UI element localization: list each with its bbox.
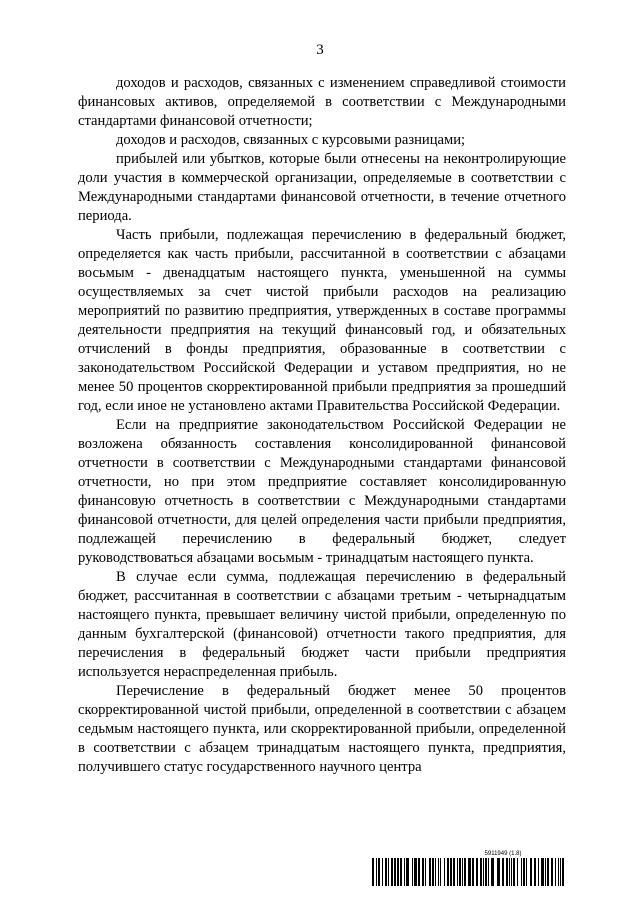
- barcode-bar: [468, 858, 471, 886]
- barcode-bar: [488, 858, 489, 886]
- barcode-bar: [444, 858, 445, 886]
- barcode-bar: [480, 858, 482, 886]
- document-code: 5911949 (1.8): [484, 851, 522, 857]
- paragraph: прибылей или убытков, которые были отнесены на неконтролирующие доли участия в коммерческой организации, определяемые в соответствии с Международными стандартами финансовой отчетности, в течение отчетного периода.: [78, 151, 566, 224]
- barcode: [372, 858, 566, 886]
- barcode-bar: [517, 858, 518, 886]
- barcode-bar: [391, 858, 393, 886]
- barcode-bar: [397, 858, 399, 886]
- barcode-bar: [438, 858, 439, 886]
- barcode-bar: [372, 858, 374, 886]
- barcode-bar: [521, 858, 522, 886]
- barcode-bar: [506, 858, 508, 886]
- barcode-bar: [523, 858, 525, 886]
- barcode-bar: [453, 858, 455, 886]
- barcode-bar: [534, 858, 536, 886]
- barcode-bar: [429, 858, 431, 886]
- barcode-bar: [376, 858, 377, 886]
- barcode-bar: [414, 858, 417, 886]
- barcode-bar: [394, 858, 396, 886]
- barcode-bar: [464, 858, 466, 886]
- page-number: 3: [316, 42, 324, 58]
- barcode-bar: [497, 858, 500, 886]
- paragraph: В случае если сумма, подлежащая перечислению в федеральный бюджет, рассчитанная в соответствии с абзацами третьим - четырнадцатым настоящего пункта, превышает величину чистой прибыли, определенную по данным бухгалтерской (финансовой) отчетности такого предприятия, для перечисления в федеральный бюджет части прибыли предприятия используется нераспределенная прибыль.: [78, 569, 566, 680]
- barcode-bar: [435, 858, 436, 886]
- barcode-bar: [491, 858, 494, 886]
- paragraph: доходов и расходов, связанных с курсовыми разницами;: [116, 132, 466, 148]
- paragraph: доходов и расходов, связанных с изменением справедливой стоимости финансовых активов, определяемой в соответствии с Международными стандартами финансовой отчетности;: [78, 75, 566, 129]
- barcode-bar: [450, 858, 452, 886]
- barcode-bar: [530, 858, 532, 886]
- barcode-bar: [476, 858, 478, 886]
- barcode-bar: [432, 858, 434, 886]
- barcode-bar: [511, 858, 512, 886]
- paragraph: Если на предприятие законодательством Российской Федерации не возложена обязанность составления консолидированной финансовой отчетности в соответствии с Международными стандартами финансовой отчетности, но при этом предприятие составляет консолидированную финансовую отчетность в соответствии с Международными стандартами финансовой отчетности, для целей определения части прибыли предприятия, подлежащей перечислению в федеральный бюджет, следует руководствоваться абзацами восьмым - тринадцатым настоящего пункта.: [78, 417, 566, 566]
- barcode-bar: [462, 858, 463, 886]
- barcode-bar: [502, 858, 504, 886]
- barcode-bar: [513, 858, 515, 886]
- barcode-bar: [538, 858, 539, 886]
- barcode-bar: [483, 858, 484, 886]
- barcode-bar: [447, 858, 449, 886]
- barcode-bar: [378, 858, 380, 886]
- barcode-bar: [509, 858, 510, 886]
- barcode-bar: [545, 858, 546, 886]
- paragraph: Перечисление в федеральный бюджет менее 50 процентов скорректированной чистой прибыли, определенной в соответствии с абзацем седьмым настоящего пункта, или скорректированной прибыли, определенной в соответствии с абзацем тринадцатым настоящего пункта, предприятия, получившего статус государственного научного центра: [78, 683, 566, 775]
- barcode-bar: [555, 858, 556, 886]
- barcode-bar: [457, 858, 458, 886]
- paragraph: Часть прибыли, подлежащая перечислению в федеральный бюджет, определяется как часть прибыли, рассчитанной в соответствии с абзацами восьмым - двенадцатым настоящего пункта, уменьшенной на суммы осуществляемых за счет чистой прибыли расходов на реализацию мероприятий по развитию предприятия, утвержденных в составе программы деятельности предприятия на текущий финансовый год, и обязательных отчислений в фонды предприятия, образованные в соответствии с законодательством Российской Федерации и уставом предприятия, но не менее 50 процентов скорректированной прибыли предприятия за прошедший год, если иное не установлено актами Правительства Российской Федерации.: [78, 227, 566, 414]
- barcode-bar: [562, 858, 564, 886]
- barcode-bar: [422, 858, 424, 886]
- barcode-bar: [541, 858, 544, 886]
- barcode-bar: [558, 858, 559, 886]
- barcode-bar: [547, 858, 549, 886]
- barcode-bar: [406, 858, 409, 886]
- barcode-bar: [472, 858, 474, 886]
- document-body: [78, 74, 566, 777]
- barcode-bar: [404, 858, 405, 886]
- barcode-bar: [485, 858, 487, 886]
- barcode-bar: [382, 858, 383, 886]
- barcode-bar: [412, 858, 413, 886]
- barcode-bar: [388, 858, 389, 886]
- barcode-bar: [459, 858, 461, 886]
- barcode-bar: [400, 858, 402, 886]
- barcode-bar: [526, 858, 527, 886]
- barcode-bar: [385, 858, 387, 886]
- barcode-bar: [418, 858, 420, 886]
- barcode-bar: [425, 858, 426, 886]
- barcode-bar: [440, 858, 441, 886]
- barcode-bar: [560, 858, 561, 886]
- barcode-bar: [551, 858, 553, 886]
